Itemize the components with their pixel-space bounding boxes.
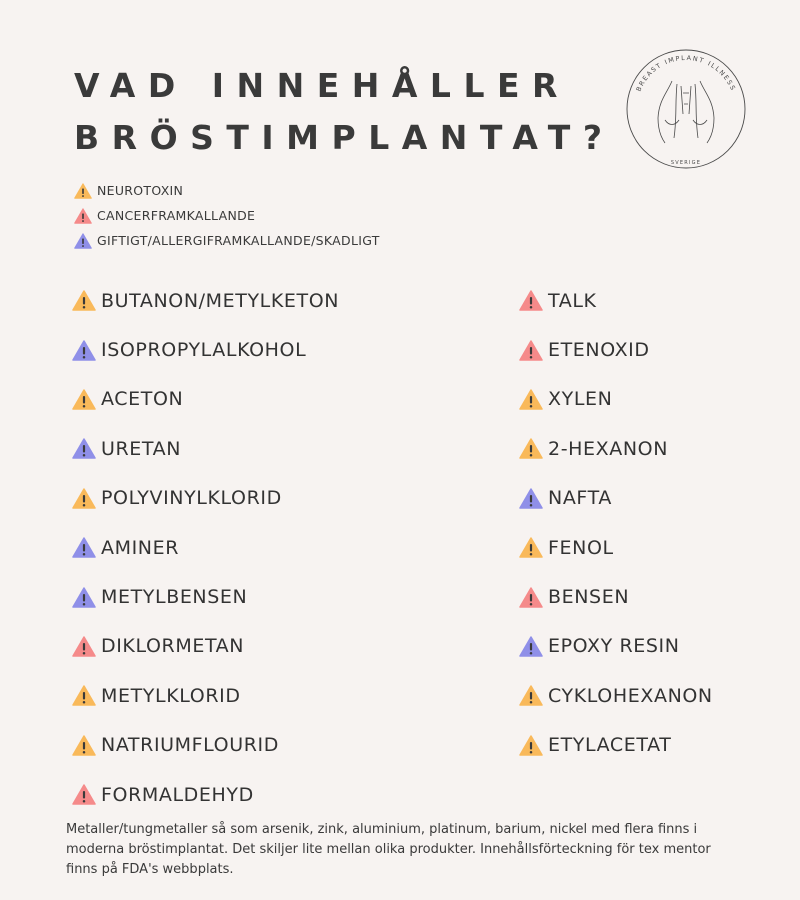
substance-list-right (519, 276, 713, 770)
substance-label: NATRIUMFLOURID (101, 734, 279, 757)
substance-label: ACETON (101, 388, 184, 411)
substance-item (72, 424, 339, 473)
substance-item (519, 474, 713, 523)
breast-implant-illness-logo (625, 48, 747, 170)
warning-icon (519, 735, 543, 756)
warning-icon (519, 340, 543, 361)
warning-icon (72, 537, 96, 558)
substance-item (72, 622, 339, 671)
title-line-1: VAD INNEHÅLLER (74, 66, 570, 105)
legend-label: NEUROTOXIN (97, 183, 184, 198)
substance-item (519, 375, 713, 424)
warning-icon (74, 233, 92, 249)
warning-icon (519, 389, 543, 410)
warning-icon (72, 685, 96, 706)
substance-item (519, 671, 713, 720)
warning-icon (72, 389, 96, 410)
title-line-2: BRÖSTIMPLANTAT? (74, 118, 615, 157)
legend-item-neurotoxin (74, 178, 380, 203)
warning-icon (519, 438, 543, 459)
substance-item (519, 572, 713, 621)
warning-icon (72, 735, 96, 756)
torso-sketch-icon (658, 81, 714, 143)
substance-label: AMINER (101, 536, 180, 559)
substance-item (72, 325, 339, 374)
legend-item-toxic (74, 228, 380, 253)
substance-item (519, 622, 713, 671)
substance-label: 2-HEXANON (548, 437, 669, 460)
substance-item (72, 671, 339, 720)
substance-item (72, 523, 339, 572)
substance-item (519, 424, 713, 473)
page-title (74, 60, 614, 164)
warning-icon (72, 784, 96, 805)
warning-icon (519, 290, 543, 311)
substance-item (72, 770, 339, 819)
logo-bottom-text: SVERIGE (670, 160, 702, 166)
svg-text:BREAST IMPLANT ILLNESS (635, 54, 738, 93)
substance-label: DIKLORMETAN (101, 635, 245, 658)
warning-icon (519, 537, 543, 558)
substance-item (519, 276, 713, 325)
substance-label: BENSEN (548, 586, 630, 609)
substance-label: FENOL (548, 536, 614, 559)
warning-icon (519, 488, 543, 509)
warning-icon (72, 438, 96, 459)
substance-label: FORMALDEHYD (101, 783, 254, 806)
warning-icon (72, 290, 96, 311)
legend (74, 178, 380, 253)
warning-icon (72, 340, 96, 361)
legend-label: CANCERFRAMKALLANDE (97, 208, 256, 223)
substance-item (519, 721, 713, 770)
substance-label: TALK (548, 289, 597, 312)
substance-item (72, 375, 339, 424)
warning-icon (74, 183, 92, 199)
substance-label: ETENOXID (548, 339, 650, 362)
substance-label: NAFTA (548, 487, 612, 510)
substance-item (72, 572, 339, 621)
legend-item-cancer (74, 203, 380, 228)
logo-arc-text: BREAST IMPLANT ILLNESS (634, 53, 738, 93)
warning-icon (72, 636, 96, 657)
substance-label: XYLEN (548, 388, 613, 411)
legend-label: GIFTIGT/ALLERGIFRAMKALLANDE/SKADLIGT (97, 233, 380, 248)
warning-icon (72, 587, 96, 608)
substance-item (72, 474, 339, 523)
substance-label: URETAN (101, 437, 182, 460)
warning-icon (519, 636, 543, 657)
substance-item (72, 276, 339, 325)
substance-label: METYLBENSEN (101, 586, 248, 609)
substance-item (72, 721, 339, 770)
substance-item (519, 523, 713, 572)
substance-label: EPOXY RESIN (548, 635, 680, 658)
substance-label: ETYLACETAT (548, 734, 672, 757)
substance-label: CYKLOHEXANON (548, 684, 713, 707)
substance-label: POLYVINYLKLORID (101, 487, 282, 510)
warning-icon (519, 685, 543, 706)
footnote: Metaller/tungmetaller så som arsenik, zink, aluminium, platinum, barium, nickel med flera finns i moderna bröstimplantat. Det skiljer lite mellan olika produkter. Innehållsförteckning för tex mentor finns på FDA's webbplats. (66, 822, 711, 877)
warning-icon (519, 587, 543, 608)
substance-label: BUTANON/METYLKETON (101, 289, 340, 312)
substance-item (519, 325, 713, 374)
warning-icon (74, 208, 92, 224)
warning-icon (72, 488, 96, 509)
substance-list-left (72, 276, 339, 819)
substance-label: METYLKLORID (101, 684, 241, 707)
substance-label: ISOPROPYLALKOHOL (101, 339, 307, 362)
